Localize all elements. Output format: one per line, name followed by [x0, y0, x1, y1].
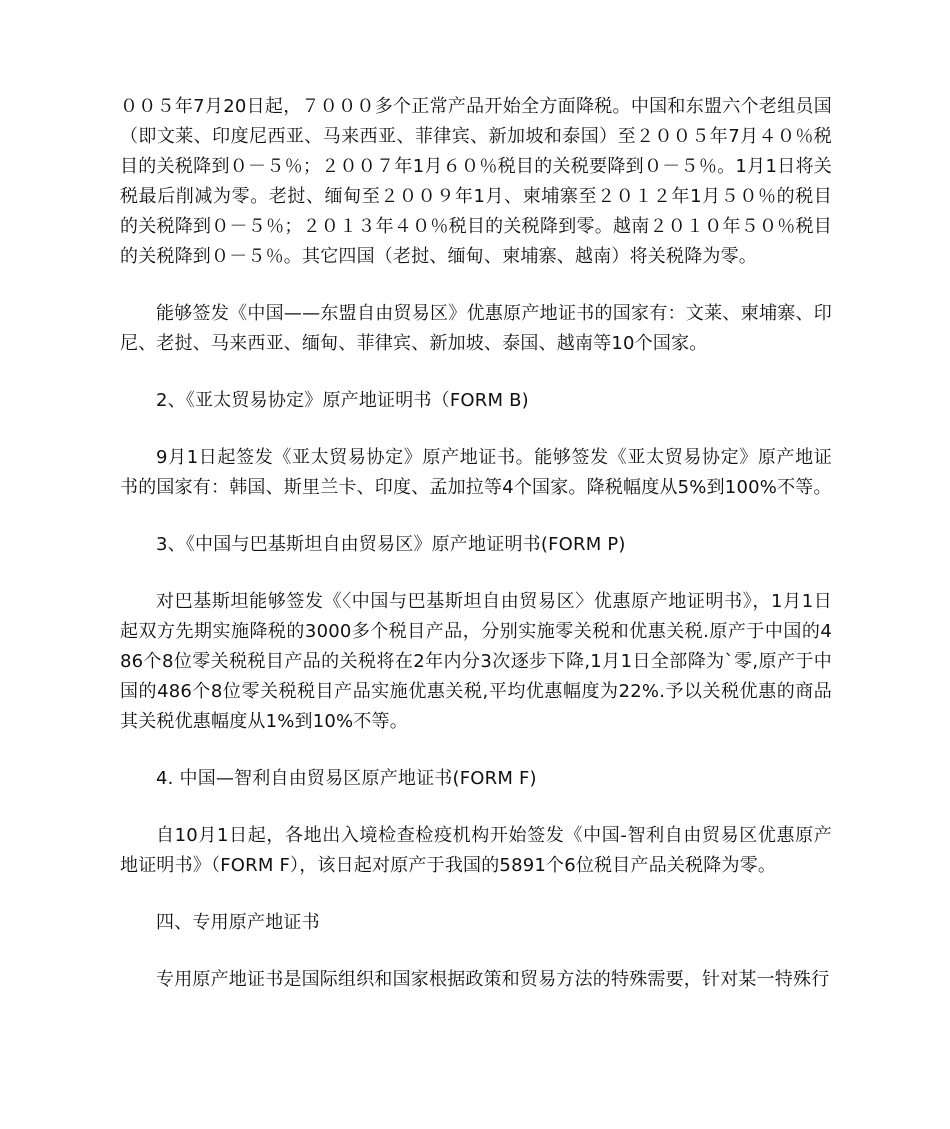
paragraph-asia-pacific: 9月1日起签发《亚太贸易协定》原产地证书。能够签发《亚太贸易协定》原产地证书的国家有：韩国、斯里兰卡、印度、孟加拉等4个国家。降税幅度从5%到100%不等。 [120, 447, 832, 498]
paragraph-pakistan: 对巴基斯坦能够签发《〈中国与巴基斯坦自由贸易区〉优惠原产地证明书》，1月1日起双方先期实施降税的3000多个税目产品，分别实施零关税和优惠关税.原产于中国的486个8位零关税税目产品的关税将在2年内分3次逐步下降,1月1日全部降为`零,原产于中国的486个8位零关税税目产品实施优惠关税,平均优惠幅度为22%.予以关税优惠的商品其关税优惠幅度从1%到10%不等。 [120, 591, 832, 732]
heading-asia-pacific: 2、《亚太贸易协定》原产地证明书（FORM B) [156, 390, 529, 411]
heading-chile: 4. 中国—智利自由贸易区原产地证书(FORM F) [156, 768, 537, 789]
paragraph-asean-countries: 能够签发《中国——东盟自由贸易区》优惠原产地证书的国家有：文莱、柬埔寨、印尼、老挝、马来西亚、缅甸、菲律宾、新加坡、泰国、越南等10个国家。 [120, 303, 832, 354]
paragraph-special-certificate: 专用原产地证书是国际组织和国家根据政策和贸易方法的特殊需要，针对某一特殊行 [156, 969, 830, 990]
paragraph-chile: 自10月1日起，各地出入境检查检疫机构开始签发《中国-智利自由贸易区优惠原产地证明书》（FORM F），该日起对原产于我国的5891个6位税目产品关税降为零。 [120, 825, 832, 876]
paragraph-tariff-schedule: ００５年7月20日起，７０００多个正常产品开始全方面降税。中国和东盟六个老组员国（即文莱、印度尼西亚、马来西亚、菲律宾、新加坡和泰国）至２００５年7月４０％税目的关税降到０－５％；２００７年1月６０％税目的关税要降到０－５％。1月1日将关税最后削减为零。老挝、缅甸至２００９年1月、柬埔寨至２０１２年1月５０％的税目的关税降到０－５％；２０１３年４０％税目的关税降到零。越南２０１０年５０％税目的关税降到０－５％。其它四国（老挝、缅甸、柬埔寨、越南）将关税降为零。 [120, 96, 832, 267]
heading-pakistan: 3、《中国与巴基斯坦自由贸易区》原产地证明书(FORM P) [156, 534, 626, 555]
document-page [120, 92, 832, 995]
heading-special-certificate: 四、专用原产地证书 [156, 912, 320, 933]
